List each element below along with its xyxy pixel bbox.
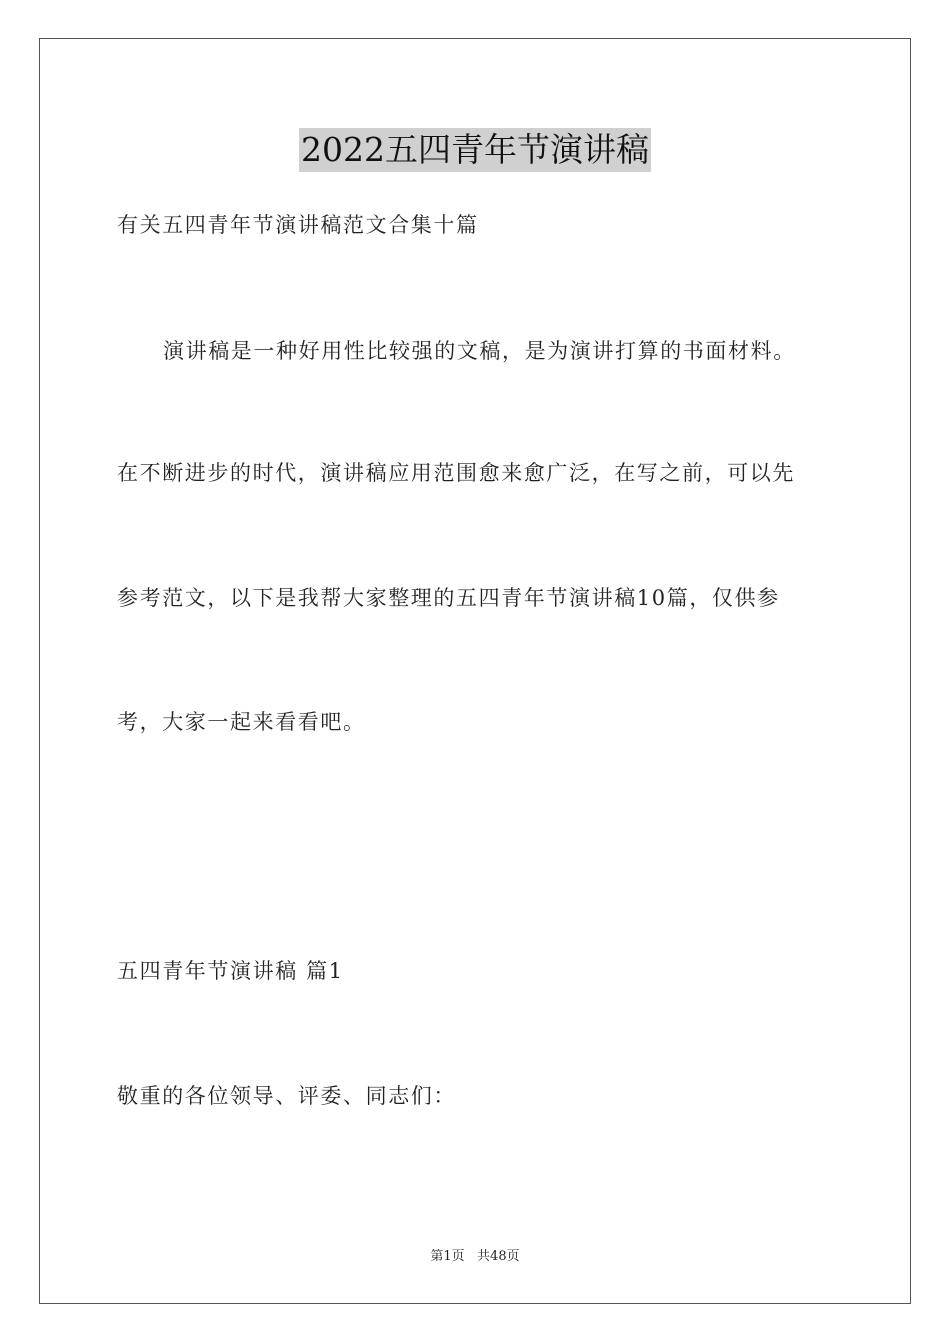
intro-paragraph-line-2: 在不断进步的时代，演讲稿应用范围愈来愈广泛，在写之前，可以先 <box>117 461 795 485</box>
document-title: 2022五四青年节演讲稿 <box>299 128 651 172</box>
intro-paragraph-line-4: 考，大家一起来看看吧。 <box>117 710 366 734</box>
intro-paragraph-line-1: 演讲稿是一种好用性比较强的文稿，是为演讲打算的书面材料。 <box>163 339 796 363</box>
greeting-line: 敬重的各位领导、评委、同志们： <box>117 1084 456 1108</box>
title-container <box>0 128 950 172</box>
intro-paragraph-line-3: 参考范文，以下是我帮大家整理的五四青年节演讲稿10篇，仅供参 <box>117 586 780 610</box>
document-subtitle: 有关五四青年节演讲稿范文合集十篇 <box>117 213 479 237</box>
section-heading: 五四青年节演讲稿 篇1 <box>117 959 344 983</box>
page-number-footer: 第1页 共48页 <box>430 1249 520 1264</box>
